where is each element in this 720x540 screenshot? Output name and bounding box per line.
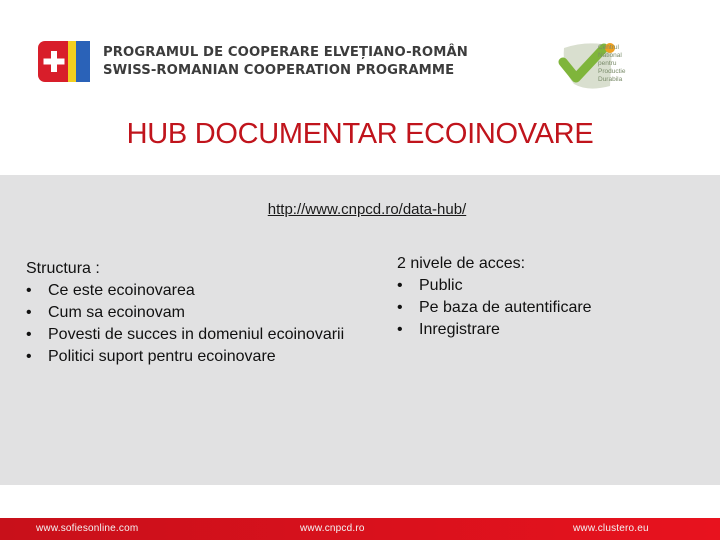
access-list (397, 275, 592, 319)
list-item: • Public (397, 275, 592, 297)
slide-footer (0, 518, 720, 540)
access-section (397, 253, 592, 341)
structure-list (26, 280, 344, 368)
content-panel (0, 175, 720, 485)
swiss-romanian-flag-icon (38, 41, 90, 82)
footer-link-sofies[interactable]: www.sofiesonline.com (36, 523, 139, 534)
structure-heading: Structura : (26, 260, 100, 277)
footer-link-cnpcd[interactable]: www.cnpcd.ro (300, 523, 365, 534)
registration-item: • Inregistrare (397, 319, 592, 341)
program-name-en: SWISS-ROMANIAN COOPERATION PROGRAMME (103, 63, 455, 78)
list-item: • Povesti de succes in domeniul ecoinovarii (26, 324, 344, 346)
footer-link-clustero[interactable]: www.clustero.eu (573, 523, 649, 534)
program-name (103, 44, 468, 80)
data-hub-link[interactable]: http://www.cnpcd.ro/data-hub/ (267, 201, 467, 218)
program-name-ro: PROGRAMUL DE COOPERARE ELVEȚIANO-ROMÂN (103, 45, 468, 60)
access-heading: 2 nivele de acces: (397, 255, 526, 272)
list-item: • Politici suport pentru ecoinovare (26, 346, 344, 368)
partner-logo-text: Centrul National pentru Productie Durabila (598, 44, 626, 83)
list-item: • Pe baza de autentificare (397, 297, 592, 319)
structure-section (26, 258, 344, 368)
slide-title: HUB DOCUMENTAR ECOINOVARE (126, 118, 594, 150)
list-item: • Cum sa ecoinovam (26, 302, 344, 324)
list-item: • Ce este ecoinovarea (26, 280, 344, 302)
slide-header (0, 0, 720, 175)
registration-list (397, 319, 592, 341)
partner-logo (558, 40, 638, 92)
